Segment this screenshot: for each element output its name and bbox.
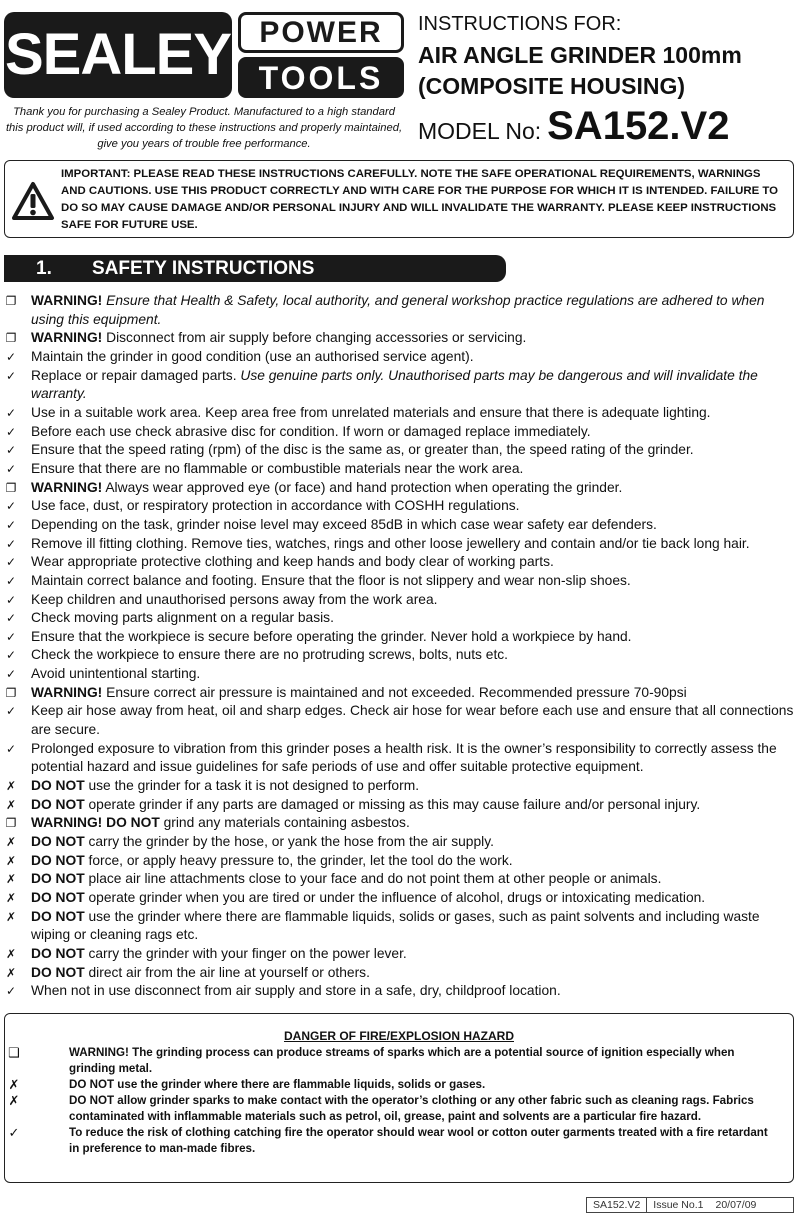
safety-item-emphasis: DO NOT [31,964,85,980]
bullet-mark-icon: ✓ [5,984,17,999]
document-footer [586,1197,794,1213]
fire-hazard-text: WARNING! The grinding process can produce streams of sparks which are a potential source of ignition especially when grinding metal. [69,1046,735,1075]
bullet-mark-icon: ✓ [5,405,17,420]
bullet-mark-icon: ✗ [5,835,17,850]
bullet-mark-icon: ✓ [8,1125,20,1140]
safety-item [4,870,794,889]
logo-tools-text: TOOLS [258,59,384,96]
bullet-mark-icon: ✓ [5,629,17,644]
safety-item-text: Ensure that there are no flammable or combustible materials near the work area. [31,460,524,476]
section-number: 1. [36,258,52,279]
safety-item-text: Ensure correct air pressure is maintained and not exceeded. Recommended pressure 70-90psi [102,684,687,700]
bullet-mark-icon: ✗ [8,1093,20,1108]
bullet-mark-icon: ❐ [5,480,17,495]
bullet-mark-icon: ✗ [5,891,17,905]
bullet-mark-icon: ✗ [5,779,17,794]
instructions-for-label: INSTRUCTIONS FOR: [418,13,622,35]
section-heading [4,255,506,282]
bullet-mark-icon: ✓ [5,443,17,458]
safety-item [4,479,794,498]
safety-item [4,702,794,739]
safety-item-text: Check moving parts alignment on a regular basis. [31,610,334,626]
safety-item [4,852,794,871]
safety-item [4,516,794,535]
safety-item-emphasis: DO NOT [31,871,85,887]
bullet-mark-icon: ❐ [5,685,17,700]
important-notice-box [4,160,794,238]
safety-item-text: Use face, dust, or respiratory protection in accordance with COSHH regulations. [31,498,520,514]
safety-item-emphasis: DO NOT [31,945,85,961]
safety-item-emphasis: DO NOT [31,908,85,924]
safety-item [4,553,794,572]
logo-power-text: POWER [259,15,383,49]
safety-item [4,329,794,348]
bullet-mark-icon: ❐ [5,816,17,831]
safety-item-text: Disconnect from air supply before changing accessories or servicing. [102,330,527,346]
bullet-mark-icon: ✗ [8,1077,20,1092]
safety-item-text: Always wear approved eye (or face) and hand protection when operating the grinder. [102,479,623,495]
product-title-line2: (COMPOSITE HOUSING) [418,73,686,99]
safety-item-text: operate grinder when you are tired or under the influence of alcohol, drugs or intoxicating medication. [84,890,706,905]
safety-item-emphasis: DO NOT [31,834,85,850]
bullet-mark-icon: ✓ [5,592,17,607]
bullet-mark-icon: ✓ [5,349,17,364]
product-title-line1: AIR ANGLE GRINDER 100mm [418,42,742,68]
safety-item-text: direct air from the air line at yourself or others. [84,964,370,980]
safety-item-emphasis: DO NOT [31,796,85,812]
fire-hazard-text: DO NOT allow grinder sparks to make contact with the operator’s clothing or any other fabric such as cleaning rags. Fabrics contaminated with inflammable materials such as petrol, oil, grease, paint and solvents are a particular fire hazard. [69,1094,754,1123]
model-number-row [418,106,729,151]
safety-item [4,964,794,983]
safety-item-text: Ensure that the workpiece is secure before operating the grinder. Never hold a workpiece by hand. [31,628,632,644]
power-logo-block [238,12,404,53]
safety-item-text: Ensure that the speed rating (rpm) of the disc is the same as, or greater than, the speed rating of the grinder. [31,442,694,458]
safety-item-text: carry the grinder by the hose, or yank the hose from the air supply. [84,834,494,850]
safety-item [4,945,794,964]
safety-item [4,572,794,591]
safety-item [4,497,794,516]
safety-item [4,628,794,647]
safety-item [4,609,794,628]
safety-item [4,535,794,554]
bullet-mark-icon: ✗ [5,909,17,924]
warning-triangle-icon [11,181,55,221]
bullet-mark-icon: ✓ [5,648,17,663]
bullet-mark-icon: ✓ [5,667,17,682]
bullet-mark-icon: ✓ [5,368,17,383]
safety-item-text: When not in use disconnect from air supply and store in a safe, dry, childproof location. [31,983,561,999]
bullet-mark-icon: ✓ [5,499,17,514]
safety-item [4,796,794,815]
safety-item-italic: Ensure that Health & Safety, local authority, and general workshop practice regulations are adhered to when using this equipment. [31,293,765,327]
safety-item-text: Keep children and unauthorised persons away from the work area. [31,591,438,607]
safety-item-emphasis: WARNING! [31,330,103,346]
safety-instructions-list [4,292,794,1001]
safety-item [4,684,794,703]
safety-item-text: Prolonged exposure to vibration from this grinder poses a health risk. It is the owner’s responsibility to correctly assess the potential hazard and issue guidelines for safe periods of use and offer suitable protective equipment. [31,740,777,775]
safety-item-text: Keep air hose away from heat, oil and sharp edges. Check air hose for wear before each use and ensure that all connections are secure. [31,703,794,738]
fire-hazard-item [5,1077,779,1093]
safety-item [4,423,794,442]
safety-item-text: Wear appropriate protective clothing and keep hands and body clear of working parts. [31,554,554,570]
fire-hazard-item [5,1045,779,1077]
safety-item-emphasis: DO NOT [31,890,85,905]
safety-item-text: carry the grinder with your finger on the power lever. [84,945,407,961]
sealey-logo-block [4,12,232,98]
safety-item [4,740,794,777]
bullet-mark-icon: ✓ [5,611,17,626]
safety-item-text: Avoid unintentional starting. [31,666,201,682]
safety-item-emphasis: DO NOT [31,852,85,868]
model-number: SA152.V2 [547,104,730,148]
safety-item-italic: Use genuine parts only. Unauthorised parts may be dangerous and will invalidate the warranty. [31,367,758,402]
sealey-power-tools-logo [4,12,404,98]
logo-brand-text: SEALEY [4,22,232,87]
footer-issue: Issue No.1 [653,1199,704,1211]
safety-item [4,460,794,479]
safety-item-text: Maintain the grinder in good condition (use an authorised service agent). [31,348,474,364]
bullet-mark-icon: ✓ [5,555,17,570]
bullet-mark-icon: ✓ [5,704,17,719]
safety-item-text: Remove ill fitting clothing. Remove ties, watches, rings and other loose jewellery and contain and/or tie back long hair. [31,535,750,551]
bullet-mark-icon: ❐ [5,294,17,308]
safety-item-text: Maintain correct balance and footing. Ensure that the floor is not slippery and wear non-slip shoes. [31,572,631,588]
fire-hazard-title: DANGER OF FIRE/EXPLOSION HAZARD [283,1029,514,1043]
safety-item-text: Depending on the task, grinder noise level may exceed 85dB in which case wear safety ear defenders. [31,516,657,532]
bullet-mark-icon: ✓ [5,536,17,551]
safety-item-text: use the grinder for a task it is not designed to perform. [84,778,420,794]
bullet-mark-icon: ✓ [5,517,17,532]
safety-item-text: grind any materials containing asbestos. [159,815,410,831]
bullet-mark-icon: ✓ [5,573,17,588]
safety-item [4,591,794,610]
safety-item-emphasis: WARNING! [31,684,103,700]
fire-hazard-list [5,1045,779,1157]
safety-item [4,982,794,1001]
safety-item [4,814,794,833]
product-title [418,40,804,102]
bullet-mark-icon: ✓ [5,461,17,476]
safety-item-text: place air line attachments close to your face and do not point them at other people or animals. [84,871,662,887]
fire-hazard-item [5,1125,779,1157]
fire-hazard-box [4,1013,794,1183]
bullet-mark-icon: ✓ [5,424,17,439]
safety-item-text: Check the workpiece to ensure there are no protruding screws, bolts, nuts etc. [31,647,509,663]
bullet-mark-icon: ✗ [5,872,17,887]
bullet-mark-icon: ✗ [5,853,17,868]
safety-item [4,665,794,684]
safety-item [4,908,794,945]
safety-item [4,367,794,404]
safety-item [4,348,794,367]
bullet-mark-icon: ✓ [5,741,17,756]
model-label: MODEL No: [418,118,542,144]
safety-item [4,833,794,852]
fire-hazard-text: To reduce the risk of clothing catching fire the operator should wear wool or cotton outer garments treated with a fire retardant in preference to man-made fibres. [69,1126,768,1155]
safety-item-text: Before each use check abrasive disc for condition. If worn or damaged replace immediately. [31,423,591,439]
safety-item-emphasis: WARNING! [31,293,103,308]
safety-item-text: Use in a suitable work area. Keep area free from unrelated materials and ensure that there is adequate lighting. [31,404,711,420]
safety-item [4,404,794,423]
bullet-mark-icon: ❐ [5,331,17,346]
safety-item-emphasis: WARNING! [31,479,103,495]
fire-hazard-item [5,1093,779,1125]
safety-item-text: Replace or repair damaged parts. [31,367,241,383]
important-notice-text: IMPORTANT: PLEASE READ THESE INSTRUCTIONS CAREFULLY. NOTE THE SAFE OPERATIONAL REQUIREMENTS, WARNINGS AND CAUTIONS. USE THIS PRODUCT CORRECTLY AND WITH CARE FOR THE PURPOSE FOR WHICH IT IS INTENDED. FAILURE TO DO SO MAY CAUSE DAMAGE AND/OR PERSONAL INJURY AND WILL INVALIDATE THE WARRANTY. PLEASE KEEP INSTRUCTIONS SAFE FOR FUTURE USE. [61,168,779,231]
fire-hazard-text: DO NOT use the grinder where there are flammable liquids, solids or gases. [69,1078,486,1091]
section-title: SAFETY INSTRUCTIONS [92,258,315,279]
safety-item [4,777,794,796]
footer-date: 20/07/09 [715,1199,757,1211]
safety-item-emphasis: DO NOT [31,778,85,794]
bullet-mark-icon: ❑ [8,1045,20,1060]
safety-item [4,441,794,460]
safety-item [4,646,794,665]
bullet-mark-icon: ✗ [5,797,17,812]
safety-item-text: operate grinder if any parts are damaged or missing as this may cause failure and/or personal injury. [84,796,701,812]
bullet-mark-icon: ✗ [5,946,17,961]
bullet-mark-icon: ✗ [5,965,17,980]
safety-item-text: force, or apply heavy pressure to, the grinder, let the tool do the work. [84,852,513,868]
safety-item-emphasis: WARNING! DO NOT [31,815,160,831]
tools-logo-block [238,57,404,98]
thank-you-note: Thank you for purchasing a Sealey Product. Manufactured to a high standard this product will, if used according to these instructions and properly maintained, give you years of trouble free performance. [5,106,403,150]
footer-model: SA152.V2 [587,1198,647,1212]
safety-item [4,292,794,329]
safety-item [4,889,794,908]
safety-item-text: use the grinder where there are flammable liquids, solids or gases, such as paint solvents and including waste wiping or cleaning rags etc. [31,908,760,943]
